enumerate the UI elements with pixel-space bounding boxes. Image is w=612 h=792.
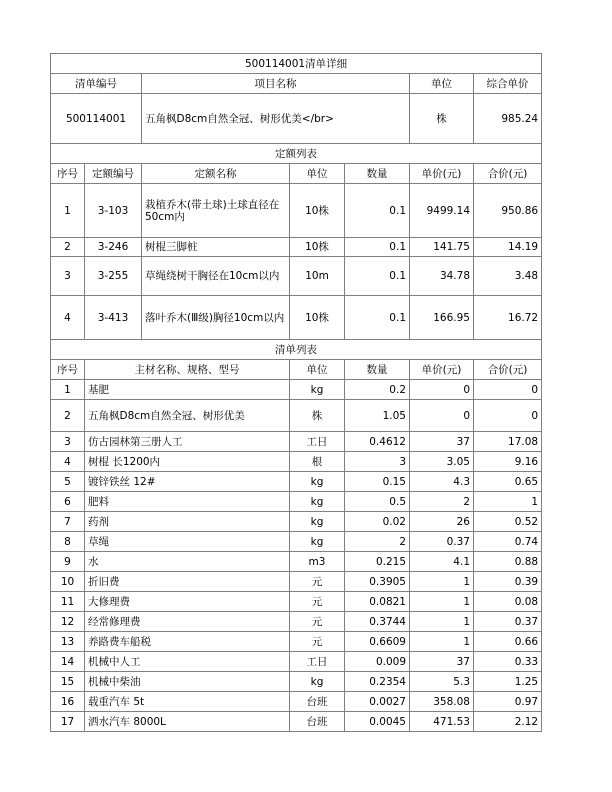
material-name: 养路费车船税 bbox=[85, 632, 290, 652]
material-unit: 台班 bbox=[290, 692, 345, 712]
quota-qty: 0.1 bbox=[345, 238, 410, 257]
material-name: 经常修理费 bbox=[85, 612, 290, 632]
material-total: 0.37 bbox=[474, 612, 542, 632]
quota-price: 9499.14 bbox=[410, 184, 474, 238]
material-no: 15 bbox=[51, 672, 85, 692]
materials-header-no: 序号 bbox=[51, 360, 85, 380]
material-qty: 0.3905 bbox=[345, 572, 410, 592]
material-name: 肥料 bbox=[85, 492, 290, 512]
material-total: 2.12 bbox=[474, 712, 542, 732]
material-price: 4.1 bbox=[410, 552, 474, 572]
quota-code: 3-413 bbox=[85, 296, 142, 340]
material-price: 0.37 bbox=[410, 532, 474, 552]
material-total: 0.74 bbox=[474, 532, 542, 552]
material-row bbox=[51, 492, 542, 512]
material-price: 0 bbox=[410, 380, 474, 400]
material-price: 5.3 bbox=[410, 672, 474, 692]
bill-code: 500114001 bbox=[51, 94, 142, 144]
quota-row bbox=[51, 238, 542, 257]
material-no: 2 bbox=[51, 400, 85, 432]
quota-no: 4 bbox=[51, 296, 85, 340]
bill-detail-table bbox=[50, 53, 542, 732]
page-title: 500114001清单详细 bbox=[51, 54, 542, 74]
material-no: 4 bbox=[51, 452, 85, 472]
material-unit: 工日 bbox=[290, 652, 345, 672]
quota-name: 栽植乔木(带土球)土球直径在50cm内 bbox=[142, 184, 290, 238]
material-total: 0 bbox=[474, 380, 542, 400]
material-total: 1 bbox=[474, 492, 542, 512]
material-name: 水 bbox=[85, 552, 290, 572]
bill-price: 985.24 bbox=[474, 94, 542, 144]
material-price: 4.3 bbox=[410, 472, 474, 492]
material-no: 9 bbox=[51, 552, 85, 572]
material-no: 1 bbox=[51, 380, 85, 400]
bill-name: 五角枫D8cm自然全冠、树形优美</br> bbox=[142, 94, 410, 144]
material-row bbox=[51, 432, 542, 452]
material-name: 仿古园林第三册人工 bbox=[85, 432, 290, 452]
material-row bbox=[51, 452, 542, 472]
quota-unit: 10株 bbox=[290, 238, 345, 257]
quota-header-total: 合价(元) bbox=[474, 164, 542, 184]
material-row bbox=[51, 652, 542, 672]
material-row bbox=[51, 552, 542, 572]
material-unit: kg bbox=[290, 532, 345, 552]
material-qty: 0.0821 bbox=[345, 592, 410, 612]
material-qty: 0.0027 bbox=[345, 692, 410, 712]
quota-row bbox=[51, 184, 542, 238]
material-no: 10 bbox=[51, 572, 85, 592]
material-unit: 元 bbox=[290, 632, 345, 652]
material-unit: kg bbox=[290, 380, 345, 400]
material-no: 16 bbox=[51, 692, 85, 712]
material-name: 药剂 bbox=[85, 512, 290, 532]
material-price: 1 bbox=[410, 572, 474, 592]
material-qty: 0.5 bbox=[345, 492, 410, 512]
material-price: 358.08 bbox=[410, 692, 474, 712]
material-no: 3 bbox=[51, 432, 85, 452]
material-qty: 2 bbox=[345, 532, 410, 552]
material-total: 0.65 bbox=[474, 472, 542, 492]
quota-code: 3-246 bbox=[85, 238, 142, 257]
material-total: 0.97 bbox=[474, 692, 542, 712]
material-unit: m3 bbox=[290, 552, 345, 572]
material-price: 26 bbox=[410, 512, 474, 532]
material-name: 机械中柴油 bbox=[85, 672, 290, 692]
material-no: 12 bbox=[51, 612, 85, 632]
quota-header-name: 定额名称 bbox=[142, 164, 290, 184]
bill-header-price: 综合单价 bbox=[474, 74, 542, 94]
quota-qty: 0.1 bbox=[345, 184, 410, 238]
material-row bbox=[51, 672, 542, 692]
material-no: 13 bbox=[51, 632, 85, 652]
material-price: 1 bbox=[410, 592, 474, 612]
material-qty: 0.215 bbox=[345, 552, 410, 572]
material-name: 镀锌铁丝 12# bbox=[85, 472, 290, 492]
quota-row bbox=[51, 257, 542, 296]
material-no: 11 bbox=[51, 592, 85, 612]
quota-header-no: 序号 bbox=[51, 164, 85, 184]
material-name: 大修理费 bbox=[85, 592, 290, 612]
material-unit: 工日 bbox=[290, 432, 345, 452]
materials-header-name: 主材名称、规格、型号 bbox=[85, 360, 290, 380]
material-name: 树棍 长1200内 bbox=[85, 452, 290, 472]
quota-name: 落叶乔木(Ⅲ级)胸径10cm以内 bbox=[142, 296, 290, 340]
materials-header-unit: 单位 bbox=[290, 360, 345, 380]
material-no: 6 bbox=[51, 492, 85, 512]
material-name: 五角枫D8cm自然全冠、树形优美 bbox=[85, 400, 290, 432]
quota-no: 3 bbox=[51, 257, 85, 296]
quota-section-title: 定额列表 bbox=[51, 144, 542, 164]
material-row bbox=[51, 572, 542, 592]
material-qty: 0.0045 bbox=[345, 712, 410, 732]
material-qty: 0.4612 bbox=[345, 432, 410, 452]
quota-price: 166.95 bbox=[410, 296, 474, 340]
quota-qty: 0.1 bbox=[345, 257, 410, 296]
material-row bbox=[51, 712, 542, 732]
material-row bbox=[51, 612, 542, 632]
material-no: 7 bbox=[51, 512, 85, 532]
bill-unit: 株 bbox=[410, 94, 474, 144]
material-row bbox=[51, 632, 542, 652]
material-price: 471.53 bbox=[410, 712, 474, 732]
material-no: 17 bbox=[51, 712, 85, 732]
material-unit: 根 bbox=[290, 452, 345, 472]
material-unit: 株 bbox=[290, 400, 345, 432]
quota-header-price: 单价(元) bbox=[410, 164, 474, 184]
quota-row bbox=[51, 296, 542, 340]
bill-header-unit: 单位 bbox=[410, 74, 474, 94]
quota-header-code: 定额编号 bbox=[85, 164, 142, 184]
material-qty: 0.15 bbox=[345, 472, 410, 492]
material-name: 机械中人工 bbox=[85, 652, 290, 672]
quota-total: 16.72 bbox=[474, 296, 542, 340]
material-row bbox=[51, 400, 542, 432]
material-no: 8 bbox=[51, 532, 85, 552]
material-row bbox=[51, 472, 542, 492]
material-qty: 3 bbox=[345, 452, 410, 472]
material-unit: kg bbox=[290, 472, 345, 492]
material-total: 0.08 bbox=[474, 592, 542, 612]
bill-header-code: 清单编号 bbox=[51, 74, 142, 94]
material-total: 0.33 bbox=[474, 652, 542, 672]
material-name: 草绳 bbox=[85, 532, 290, 552]
quota-no: 1 bbox=[51, 184, 85, 238]
material-price: 3.05 bbox=[410, 452, 474, 472]
material-qty: 1.05 bbox=[345, 400, 410, 432]
quota-total: 14.19 bbox=[474, 238, 542, 257]
quota-price: 141.75 bbox=[410, 238, 474, 257]
material-total: 0.66 bbox=[474, 632, 542, 652]
material-unit: 元 bbox=[290, 612, 345, 632]
material-total: 0.88 bbox=[474, 552, 542, 572]
material-row bbox=[51, 692, 542, 712]
material-qty: 0.6609 bbox=[345, 632, 410, 652]
quota-price: 34.78 bbox=[410, 257, 474, 296]
material-price: 1 bbox=[410, 632, 474, 652]
material-total: 0.52 bbox=[474, 512, 542, 532]
quota-unit: 10株 bbox=[290, 184, 345, 238]
material-total: 17.08 bbox=[474, 432, 542, 452]
material-name: 折旧费 bbox=[85, 572, 290, 592]
quota-unit: 10株 bbox=[290, 296, 345, 340]
material-unit: kg bbox=[290, 512, 345, 532]
quota-unit: 10m bbox=[290, 257, 345, 296]
material-name: 载重汽车 5t bbox=[85, 692, 290, 712]
materials-list bbox=[51, 380, 542, 732]
material-no: 14 bbox=[51, 652, 85, 672]
bill-header-name: 项目名称 bbox=[142, 74, 410, 94]
material-row bbox=[51, 592, 542, 612]
material-price: 2 bbox=[410, 492, 474, 512]
quota-name: 树棍三脚桩 bbox=[142, 238, 290, 257]
material-name: 基肥 bbox=[85, 380, 290, 400]
material-no: 5 bbox=[51, 472, 85, 492]
material-unit: 台班 bbox=[290, 712, 345, 732]
material-unit: 元 bbox=[290, 592, 345, 612]
quota-header-unit: 单位 bbox=[290, 164, 345, 184]
material-qty: 0.02 bbox=[345, 512, 410, 532]
material-qty: 0.2354 bbox=[345, 672, 410, 692]
material-price: 1 bbox=[410, 612, 474, 632]
material-row bbox=[51, 512, 542, 532]
material-price: 0 bbox=[410, 400, 474, 432]
material-total: 9.16 bbox=[474, 452, 542, 472]
material-name: 洒水汽车 8000L bbox=[85, 712, 290, 732]
materials-section-title: 清单列表 bbox=[51, 340, 542, 360]
material-row bbox=[51, 380, 542, 400]
materials-header-total: 合价(元) bbox=[474, 360, 542, 380]
material-qty: 0.3744 bbox=[345, 612, 410, 632]
quota-code: 3-103 bbox=[85, 184, 142, 238]
material-total: 1.25 bbox=[474, 672, 542, 692]
material-unit: 元 bbox=[290, 572, 345, 592]
material-unit: kg bbox=[290, 672, 345, 692]
quota-total: 950.86 bbox=[474, 184, 542, 238]
quota-no: 2 bbox=[51, 238, 85, 257]
material-qty: 0.2 bbox=[345, 380, 410, 400]
quota-name: 草绳绕树干胸径在10cm以内 bbox=[142, 257, 290, 296]
quota-code: 3-255 bbox=[85, 257, 142, 296]
material-price: 37 bbox=[410, 432, 474, 452]
material-unit: kg bbox=[290, 492, 345, 512]
materials-header-price: 单价(元) bbox=[410, 360, 474, 380]
material-qty: 0.009 bbox=[345, 652, 410, 672]
material-total: 0.39 bbox=[474, 572, 542, 592]
quota-qty: 0.1 bbox=[345, 296, 410, 340]
quota-total: 3.48 bbox=[474, 257, 542, 296]
material-row bbox=[51, 532, 542, 552]
material-price: 37 bbox=[410, 652, 474, 672]
quota-header-qty: 数量 bbox=[345, 164, 410, 184]
material-total: 0 bbox=[474, 400, 542, 432]
materials-header-qty: 数量 bbox=[345, 360, 410, 380]
